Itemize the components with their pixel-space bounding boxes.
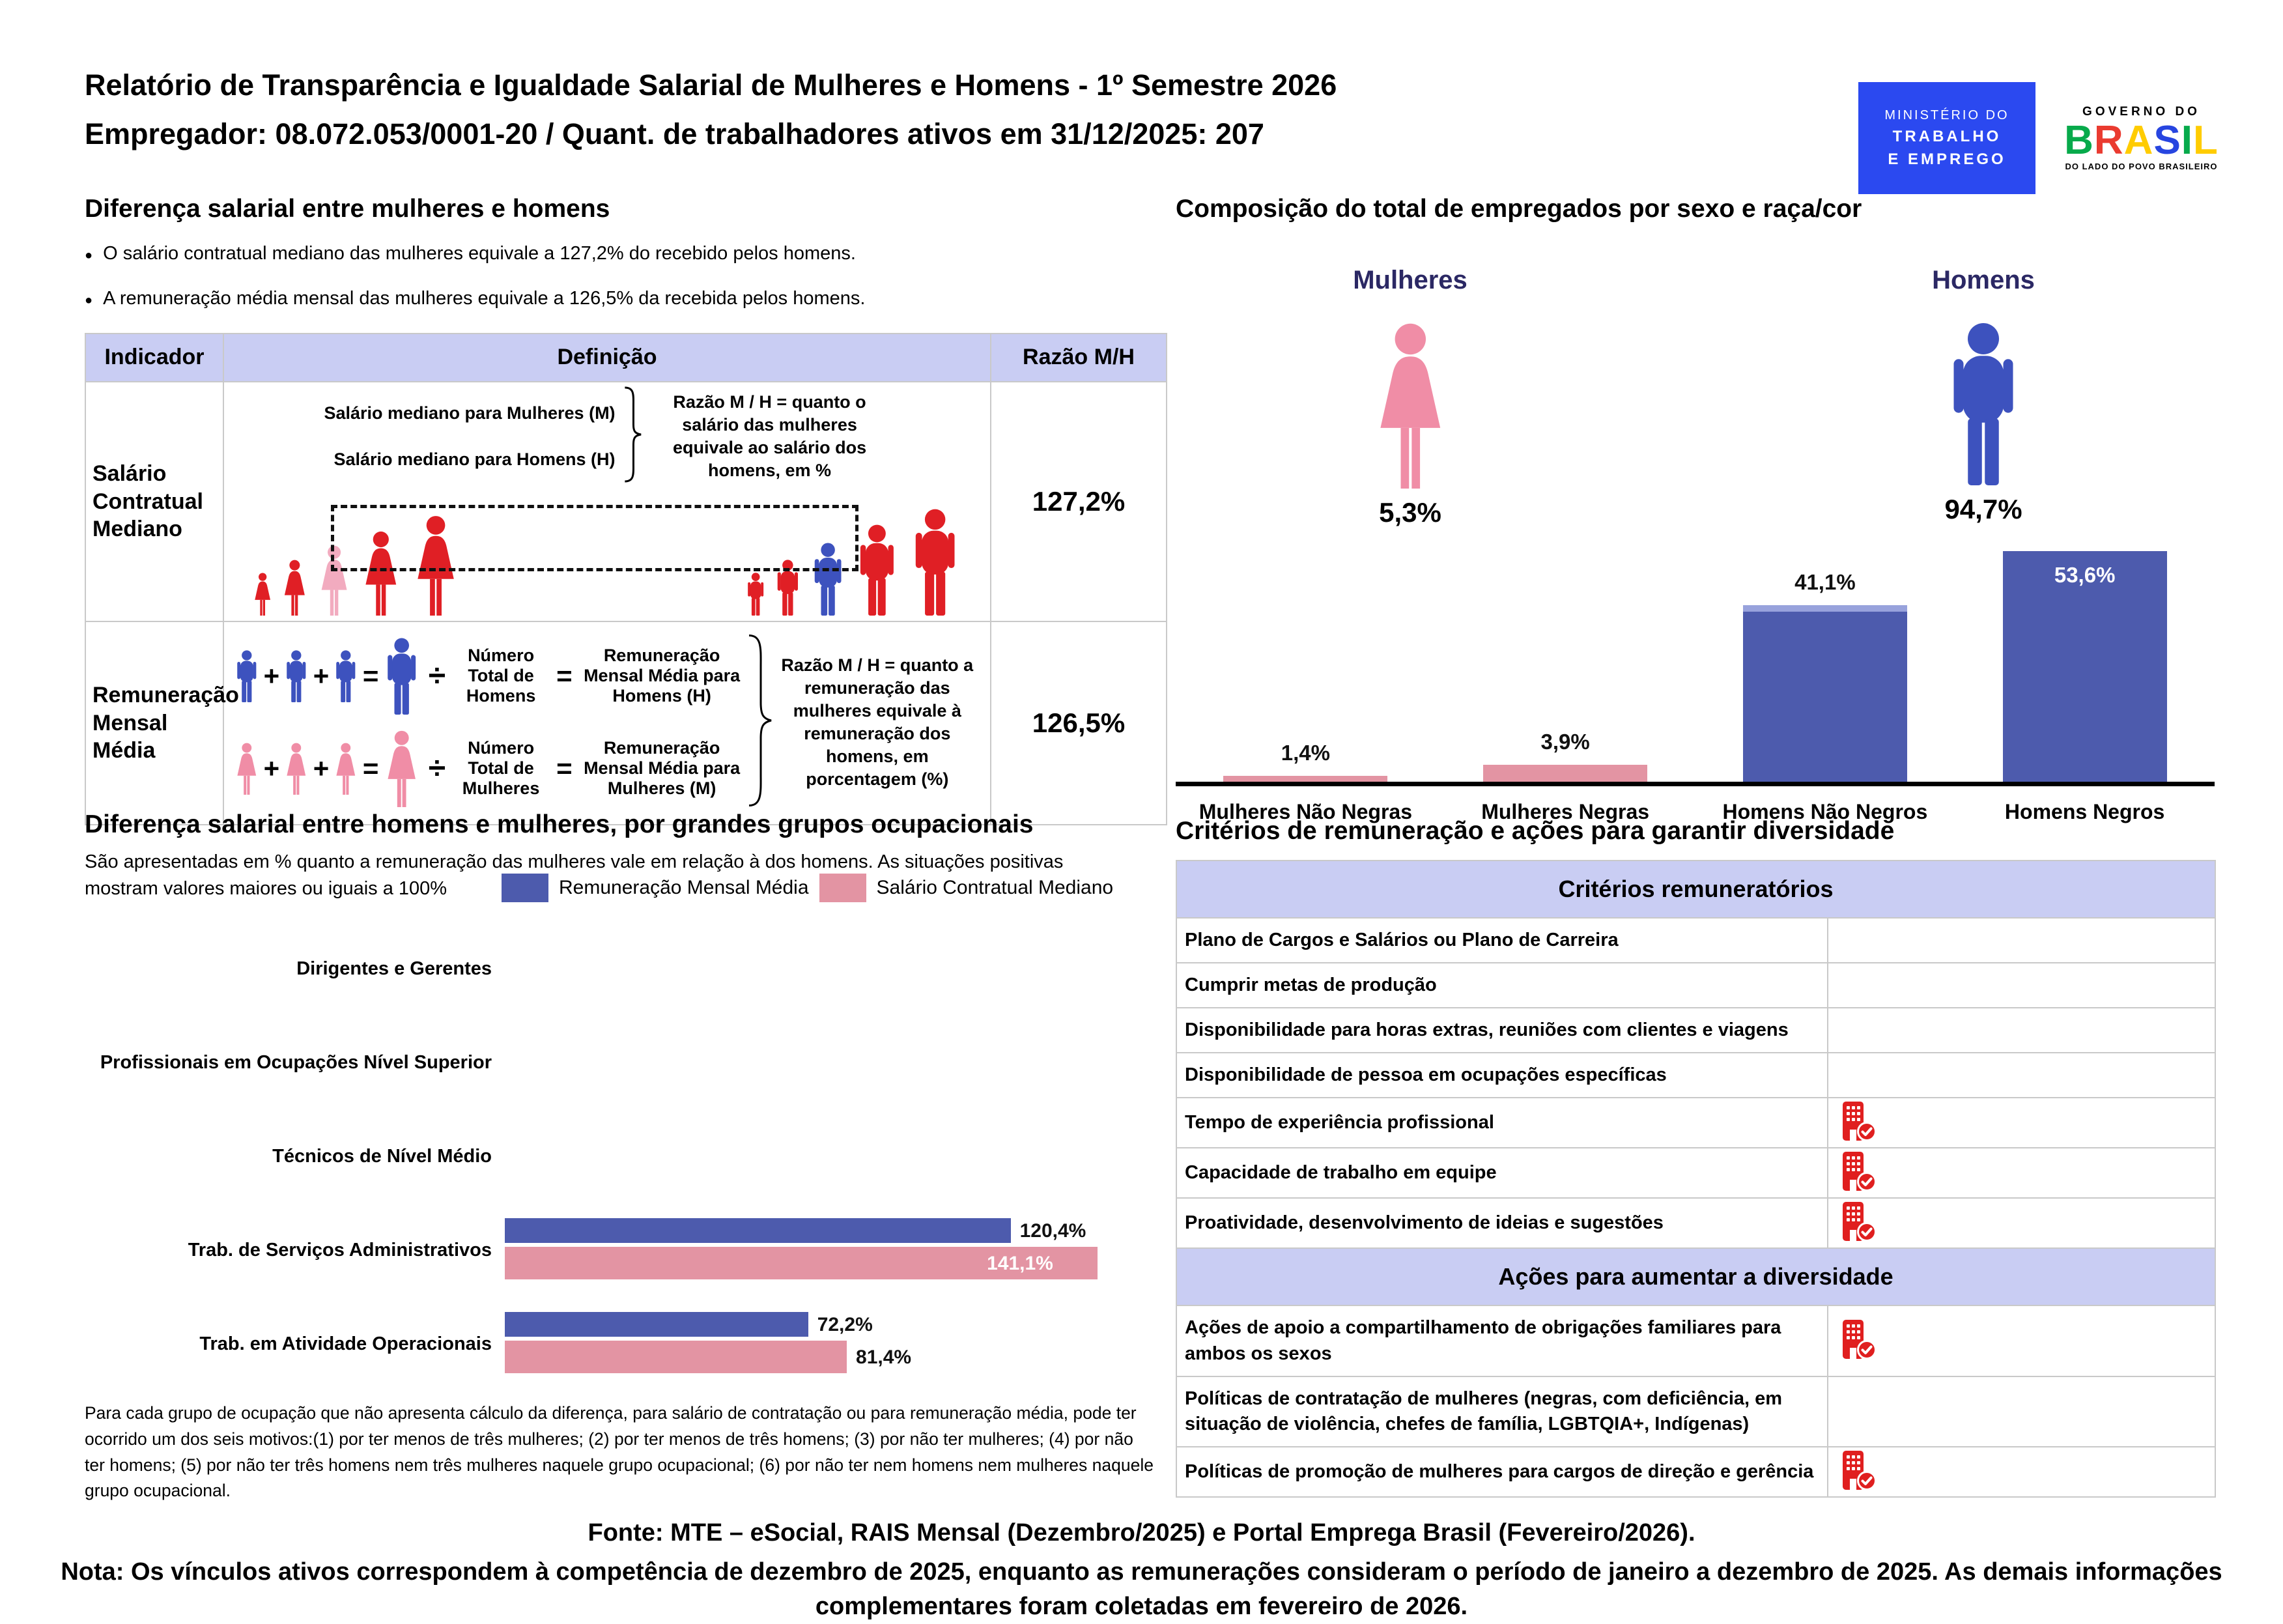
legend-swatch-blue: [502, 874, 548, 902]
plus-sign: +: [263, 752, 280, 784]
criterion-label: Disponibilidade de pessoa em ocupações específicas: [1176, 1053, 1828, 1098]
criterion-label: Proatividade, desenvolvimento de ideias e sugestões: [1176, 1198, 1828, 1248]
bar-value-label: 72,2%: [817, 1314, 873, 1335]
median-comparison-dashes: [331, 505, 858, 571]
employer-info: Empregador: 08.072.053/0001-20 / Quant. de trabalhadores ativos em 31/12/2025: 207: [85, 117, 1264, 150]
population-pictogram: [233, 488, 981, 616]
company-check-icon: [1839, 1450, 1877, 1490]
bar: [505, 1341, 847, 1373]
criterion-status: [1828, 1098, 2215, 1148]
occupation-row: [85, 1109, 1166, 1203]
criteria-header-label: Critérios remuneratórios: [1176, 861, 2215, 918]
bar-group: [1955, 505, 2215, 782]
bar: [505, 1312, 808, 1337]
occupation-row: [85, 1297, 1166, 1391]
criterion-label: Políticas de contratação de mulheres (negras, com deficiência, em situação de violência, chefes de família, LGBTQIA+, Indígenas): [1176, 1376, 1828, 1447]
occupation-label: Dirigentes e Gerentes: [296, 958, 492, 979]
median-women-line: Salário mediano para Mulheres (M): [324, 403, 616, 423]
men-formula: [233, 638, 745, 715]
table-row: [1176, 1148, 2215, 1198]
criteria-table: [1176, 860, 2216, 1498]
formulas: [233, 638, 745, 807]
criterion-status: [1828, 1148, 2215, 1198]
bullet-icon: ●: [85, 292, 93, 307]
table-row: [1176, 1098, 2215, 1148]
mte-logo-line1: MINISTÉRIO DO: [1884, 107, 2009, 122]
criterion-label: Disponibilidade para horas extras, reuniões com clientes e viagens: [1176, 1008, 1828, 1053]
equals-sign: =: [556, 660, 573, 691]
brasil-letter: A: [2123, 117, 2154, 163]
women-icons: [233, 730, 422, 807]
definition-formula: [233, 627, 981, 818]
table-row: [1176, 1053, 2215, 1098]
col-razao-mh: Razão M/H: [991, 334, 1167, 382]
occupational-subtitle: São apresentadas em % quanto a remuneração das mulheres vale em relação à dos homens. As situações positivas mostram valores maiores ou iguais a 100%: [85, 851, 1064, 899]
table-row-remuneracao-media: [85, 621, 1167, 825]
brace-icon: [622, 386, 643, 487]
criterion-status: [1828, 1053, 2215, 1098]
brasil-wordmark: [2064, 119, 2219, 162]
equals-sign: =: [556, 752, 573, 784]
ratio-note: Razão M / H = quanto o salário das mulheres equivale ao salário dos homens, em %: [672, 392, 867, 480]
indicator-table-header-row: [85, 334, 1167, 382]
diversity-header-label: Ações para aumentar a diversidade: [1176, 1248, 2215, 1305]
criterion-status: [1828, 1376, 2215, 1447]
median-salary-lines: [324, 403, 615, 470]
women-remuneration-label: Remuneração Mensal Média para Mulheres (M): [584, 738, 741, 799]
company-check-icon: [1839, 1101, 1877, 1141]
bullet-icon: ●: [85, 248, 93, 263]
table-row: [1176, 1447, 2215, 1497]
mte-logo-line3: E EMPREGO: [1888, 150, 2006, 168]
men-count-label: Número Total de Homens: [466, 646, 536, 706]
women-percent: 5,3%: [1379, 497, 1441, 528]
criteria-heading: Critérios de remuneração e ações para garantir diversidade: [1176, 817, 1895, 845]
ratio-value: 126,5%: [991, 621, 1167, 825]
source-line: Fonte: MTE – eSocial, RAIS Mensal (Dezembro/2025) e Portal Emprega Brasil (Fevereiro/2026).: [588, 1519, 1695, 1546]
table-row: [1176, 1305, 2215, 1376]
bar: [505, 1218, 1011, 1243]
bar-value-label: 1,4%: [1281, 740, 1330, 765]
composition-bar-chart: [1176, 502, 2215, 831]
bar: [1223, 776, 1387, 782]
woman-icon: [382, 730, 421, 807]
x-axis-label: Homens Não Negros: [1722, 800, 1928, 823]
criteria-table-header: [1176, 861, 2215, 918]
median-men-line: Salário mediano para Homens (H): [333, 449, 616, 469]
bar-value-label: 3,9%: [1540, 730, 1590, 754]
woman-icon: [283, 743, 310, 795]
criterion-label: Políticas de promoção de mulheres para cargos de direção e gerência: [1176, 1447, 1828, 1497]
brasil-letter: L: [2193, 117, 2219, 163]
occupation-label: Trab. em Atividade Operacionais: [199, 1333, 492, 1354]
criteria-section: [1176, 818, 2215, 1498]
brasil-letter: R: [2093, 117, 2124, 163]
bullet-mean-remuneration: [85, 288, 1166, 309]
bar-group: [1695, 505, 1955, 782]
woman-icon: [233, 743, 261, 795]
occupation-label: Trab. de Serviços Administrativos: [188, 1239, 492, 1261]
occupational-heading: Diferença salarial entre homens e mulheres, por grandes grupos ocupacionais: [85, 810, 1034, 838]
indicator-name: Salário Contratual Mediano: [85, 382, 223, 621]
brace-icon: [745, 632, 774, 812]
man-icon: [332, 650, 360, 702]
composition-section: [1176, 195, 2215, 831]
bar-value-label: 141,1%: [987, 1253, 1053, 1274]
brasil-letter: S: [2153, 117, 2181, 163]
gov-logo-slogan: DO LADO DO POVO BRASILEIRO: [2065, 162, 2218, 172]
men-remuneration-label: Remuneração Mensal Média para Homens (H): [584, 646, 741, 706]
men-icons: [233, 638, 422, 715]
occupation-label: Técnicos de Nível Médio: [272, 1145, 492, 1167]
man-icon: [233, 650, 261, 702]
criterion-status: [1828, 963, 2215, 1008]
bar-value-label: 120,4%: [1019, 1220, 1086, 1242]
report-header: [85, 70, 1337, 149]
bullet-median-salary: [85, 243, 1166, 264]
criterion-status: [1828, 1305, 2215, 1376]
brasil-letter: B: [2064, 117, 2094, 163]
occupational-bar-chart: [85, 922, 1166, 1391]
company-check-icon: [1839, 1151, 1877, 1191]
salary-gap-bullets: [85, 243, 1166, 309]
salary-gap-heading: Diferença salarial entre mulheres e homens: [85, 195, 610, 223]
col-indicador: Indicador: [85, 334, 223, 382]
bullet-median-salary-text: O salário contratual mediano das mulheres equivale a 127,2% do recebido pelos homens.: [103, 242, 856, 264]
bar-value-label: 53,6%: [2054, 563, 2116, 588]
equals-sign: =: [362, 752, 379, 784]
indicator-table: [85, 333, 1167, 825]
woman-icon: [1312, 322, 1508, 492]
bar-group: [1176, 505, 1436, 782]
equals-sign: =: [362, 660, 379, 691]
ratio-note: Razão M / H = quanto a remuneração das mulheres equivale à remuneração dos homens, em porcentagem (%): [781, 655, 974, 790]
criterion-status: [1828, 1198, 2215, 1248]
brace-icon: [745, 632, 774, 809]
bar: [1743, 605, 1907, 782]
women-figure: [1312, 266, 1508, 528]
page-title: Relatório de Transparência e Igualdade Salarial de Mulheres e Homens - 1º Semestre 2026: [85, 68, 1337, 102]
table-row: [1176, 1008, 2215, 1053]
indicator-name: Remuneração Mensal Média: [85, 621, 223, 825]
criterion-label: Ações de apoio a compartilhamento de obrigações familiares para ambos os sexos: [1176, 1305, 1828, 1376]
table-row-salario-mediano: [85, 382, 1167, 621]
occupation-row: [85, 922, 1166, 1016]
plus-sign: +: [263, 660, 280, 691]
bar-value-label: 41,1%: [1794, 569, 1856, 594]
man-icon: [283, 650, 310, 702]
brasil-letter: I: [2181, 117, 2194, 163]
occupation-bars: [505, 1297, 1166, 1391]
criterion-label: Plano de Cargos e Salários ou Plano de Carreira: [1176, 918, 1828, 963]
gov-logo-top: GOVERNO DO: [2082, 104, 2200, 119]
company-check-icon: [1839, 1319, 1877, 1360]
indicator-definition: [223, 621, 991, 825]
indicator-definition: [223, 382, 991, 621]
men-label: Homens: [1932, 266, 2035, 294]
legend-label-pink: Salário Contratual Mediano: [876, 877, 1114, 898]
report-footer: [0, 1519, 2283, 1624]
company-check-icon: [1839, 1201, 1877, 1242]
legend-swatch-pink: [819, 874, 866, 902]
women-formula: [233, 730, 745, 807]
man-icon: [907, 509, 963, 616]
brace-icon: [622, 386, 643, 483]
occupation-bars: [505, 1203, 1166, 1297]
man-icon: [1941, 322, 2026, 485]
criterion-label: Tempo de experiência profissional: [1176, 1098, 1828, 1148]
bar-group: [1436, 505, 1695, 782]
bar: [1483, 765, 1647, 782]
criterion-status: [1828, 1008, 2215, 1053]
men-figure: [1886, 266, 2081, 525]
table-row: [1176, 963, 2215, 1008]
women-label: Mulheres: [1353, 266, 1468, 294]
plus-sign: +: [313, 660, 330, 691]
man-icon: [853, 524, 901, 616]
col-definicao: Definição: [223, 334, 991, 382]
bar-value-label: 81,4%: [856, 1346, 912, 1368]
woman-icon: [1367, 322, 1454, 489]
ratio-value: 127,2%: [991, 382, 1167, 621]
x-axis-line: [1176, 782, 2215, 786]
man-icon: [744, 573, 767, 616]
mte-logo-line2: TRABALHO: [1892, 127, 2002, 145]
criterion-status: [1828, 918, 2215, 963]
woman-icon: [332, 743, 360, 795]
table-row: [1176, 1376, 2215, 1447]
composition-bars: [1176, 505, 2215, 782]
mte-logo: [1858, 82, 2035, 194]
divide-sign: ÷: [428, 659, 446, 694]
plus-sign: +: [313, 752, 330, 784]
x-axis-label: Mulheres Negras: [1481, 800, 1650, 823]
governo-brasil-logo: [2045, 82, 2237, 194]
man-icon: [1886, 322, 2081, 489]
divide-sign: ÷: [428, 751, 446, 786]
note-line: Nota: Os vínculos ativos correspondem à competência de dezembro de 2025, enquanto as remunerações consideram o período de janeiro a dezembro de 2025. As demais informações complementares foram coletadas em fevereiro de 2026.: [61, 1558, 2222, 1621]
x-axis-label: Homens Negros: [2004, 800, 2165, 823]
definition-formula: [233, 388, 981, 485]
occupation-bars: [505, 1109, 1166, 1203]
man-icon: [382, 638, 421, 715]
occupational-section: [85, 811, 1166, 1511]
legend-label-blue: Remuneração Mensal Média: [559, 877, 809, 898]
occupation-bars: [505, 1016, 1166, 1109]
men-percent: 94,7%: [1944, 494, 2022, 524]
woman-icon: [280, 560, 309, 616]
occupation-bars: [505, 922, 1166, 1016]
x-axis-label: Mulheres Não Negras: [1198, 800, 1412, 823]
criterion-label: Capacidade de trabalho em equipe: [1176, 1148, 1828, 1198]
occupational-footnote: Para cada grupo de ocupação que não apresenta cálculo da diferença, para salário de contratação ou para remuneração média, pode ter ocorrido um dos seis motivos:(1) por ter menos de três mulheres; (2) por ter menos de três homens; (3) por não ter mulheres; (4) por não ter homens; (5) por não ter três homens nem três mulheres naquele grupo ocupacional; (6) por não ter nem homens nem mulheres naquele grupo ocupacional.: [85, 1403, 1154, 1501]
criterion-label: Cumprir metas de produção: [1176, 963, 1828, 1008]
occupation-label: Profissionais em Ocupações Nível Superior: [100, 1051, 492, 1073]
bullet-mean-remuneration-text: A remuneração média mensal das mulheres equivale a 126,5% da recebida pelos homens.: [103, 287, 866, 309]
women-count-label: Número Total de Mulheres: [462, 738, 540, 799]
chart-legend: [502, 874, 1113, 902]
table-row: [1176, 918, 2215, 963]
criterion-status: [1828, 1447, 2215, 1497]
diversity-table-header: [1176, 1248, 2215, 1305]
table-row: [1176, 1198, 2215, 1248]
salary-gap-section: [85, 195, 1166, 825]
woman-icon: [251, 573, 274, 616]
composition-heading: Composição do total de empregados por sexo e raça/cor: [1176, 195, 1862, 223]
occupation-row: [85, 1016, 1166, 1109]
occupation-row: [85, 1203, 1166, 1297]
